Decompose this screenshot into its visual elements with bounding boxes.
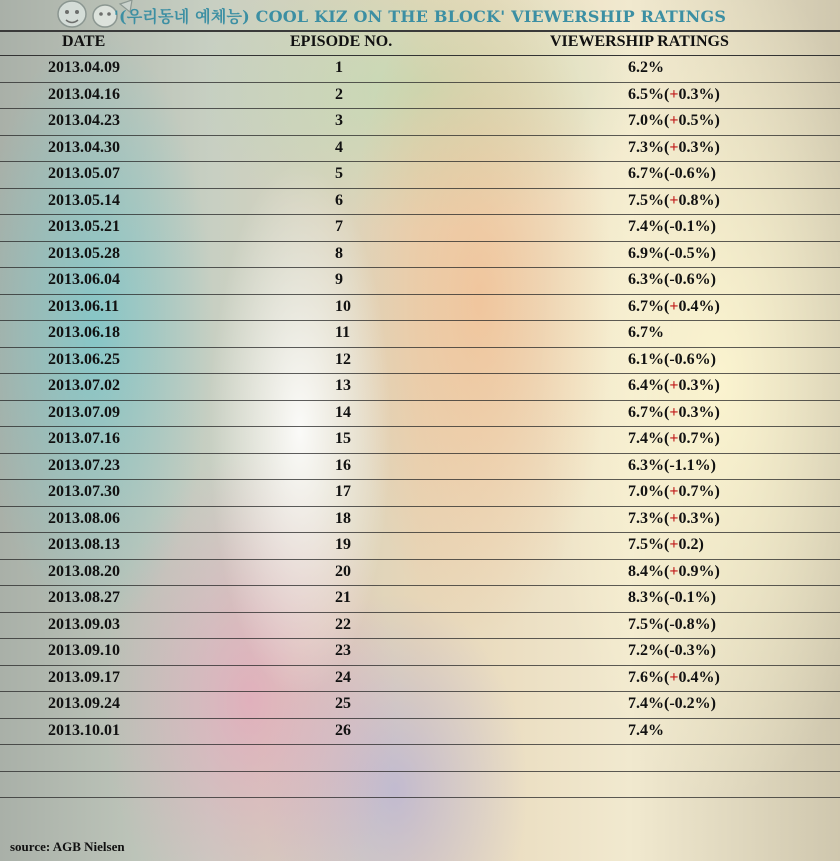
table-row [0, 718, 840, 746]
cell-rating: 6.3%(-0.6%) [628, 271, 716, 288]
table-row [0, 479, 840, 507]
table-row [0, 506, 840, 534]
cell-rating: 6.7%(+0.3%) [628, 403, 720, 421]
cell-date: 2013.08.13 [48, 536, 120, 553]
cell-date: 2013.09.17 [48, 668, 120, 686]
cell-episode: 17 [335, 483, 351, 500]
cell-rating: 7.3%(+0.3%) [628, 509, 720, 527]
cell-episode: 6 [335, 191, 343, 209]
cell-rating: 8.4%(+0.9%) [628, 562, 720, 580]
cell-episode: 19 [335, 536, 351, 553]
increase-sign: + [669, 112, 679, 129]
table-row [0, 585, 840, 613]
cell-date: 2013.04.23 [48, 112, 120, 129]
table-row [0, 638, 840, 666]
cell-date: 2013.07.02 [48, 377, 120, 394]
source-note: source: AGB Nielsen [10, 839, 125, 854]
cell-episode: 7 [335, 218, 343, 235]
table-row [0, 241, 840, 269]
cell-episode: 20 [335, 562, 351, 580]
table-header-row [0, 31, 840, 56]
cell-episode: 1 [335, 59, 343, 76]
empty-table-row [0, 744, 840, 772]
table-row [0, 267, 840, 295]
cell-rating: 6.7% [628, 324, 664, 341]
cell-rating: 7.2%(-0.3%) [628, 642, 716, 659]
cell-rating: 7.0%(+0.7%) [628, 483, 720, 500]
table-row [0, 188, 840, 216]
cell-date: 2013.10.01 [48, 721, 120, 739]
table-row [0, 320, 840, 348]
cell-rating: 7.5%(-0.8%) [628, 615, 716, 633]
cell-date: 2013.07.16 [48, 430, 120, 447]
chart-title: '(우리동네 예체능) COOL KIZ ON THE BLOCK' VIEWERSHIP RATINGS [113, 7, 727, 26]
cell-date: 2013.06.11 [48, 297, 120, 315]
table-row [0, 400, 840, 428]
cell-date: 2013.08.20 [48, 562, 120, 580]
cell-rating: 8.3%(-0.1%) [628, 589, 716, 606]
table-row [0, 612, 840, 640]
table-row [0, 55, 840, 83]
increase-sign: + [669, 430, 679, 447]
increase-sign: + [669, 138, 679, 156]
header-rating: VIEWERSHIP RATINGS [550, 33, 729, 50]
cell-date: 2013.06.18 [48, 324, 120, 341]
cell-episode: 14 [335, 403, 351, 421]
cell-episode: 23 [335, 642, 351, 659]
table-row [0, 373, 840, 401]
header-episode: EPISODE NO. [290, 33, 393, 50]
cell-episode: 9 [335, 271, 343, 288]
cell-episode: 21 [335, 589, 351, 606]
cell-date: 2013.06.25 [48, 350, 120, 368]
table-row [0, 453, 840, 481]
cell-episode: 22 [335, 615, 351, 633]
table-row [0, 559, 840, 587]
cell-date: 2013.07.23 [48, 456, 120, 474]
table-row [0, 426, 840, 454]
table-row [0, 691, 840, 719]
cell-episode: 18 [335, 509, 351, 527]
cell-episode: 15 [335, 430, 351, 447]
cell-episode: 11 [335, 324, 351, 341]
increase-sign: + [669, 483, 679, 500]
cell-rating: 6.2% [628, 59, 664, 76]
table-row [0, 108, 840, 136]
cell-date: 2013.08.06 [48, 509, 120, 527]
cell-date: 2013.09.10 [48, 642, 120, 659]
cell-date: 2013.04.09 [48, 59, 120, 76]
cell-date: 2013.07.09 [48, 403, 120, 421]
cell-date: 2013.04.16 [48, 85, 120, 103]
table-row [0, 294, 840, 322]
table-row [0, 347, 840, 375]
cell-episode: 8 [335, 244, 343, 262]
cell-episode: 16 [335, 456, 351, 474]
cell-date: 2013.05.14 [48, 191, 120, 209]
increase-sign: + [669, 297, 679, 315]
increase-sign: + [669, 191, 679, 209]
table-row [0, 161, 840, 189]
cell-date: 2013.05.07 [48, 165, 120, 182]
cell-episode: 4 [335, 138, 343, 156]
table-row [0, 135, 840, 163]
cell-rating: 7.4%(-0.2%) [628, 695, 716, 712]
cell-date: 2013.05.28 [48, 244, 120, 262]
cell-rating: 6.7%(+0.4%) [628, 297, 720, 315]
header-date: DATE [62, 33, 106, 50]
cell-date: 2013.09.24 [48, 695, 120, 712]
table-row [0, 214, 840, 242]
table-row [0, 532, 840, 560]
cell-rating: 7.4% [628, 721, 664, 739]
cell-date: 2013.07.30 [48, 483, 120, 500]
cell-episode: 5 [335, 165, 343, 182]
cell-episode: 26 [335, 721, 351, 739]
cell-episode: 10 [335, 297, 351, 315]
cell-rating: 7.5%(+0.8%) [628, 191, 720, 209]
cell-rating: 6.1%(-0.6%) [628, 350, 716, 368]
table-row [0, 665, 840, 693]
cell-rating: 7.4%(+0.7%) [628, 430, 720, 447]
cell-rating: 6.4%(+0.3%) [628, 377, 720, 394]
increase-sign: + [669, 562, 679, 580]
increase-sign: + [669, 377, 679, 394]
increase-sign: + [669, 509, 679, 527]
cell-episode: 3 [335, 112, 343, 129]
cell-rating: 7.5%(+0.2) [628, 536, 704, 553]
empty-table-row [0, 771, 840, 799]
cell-rating: 6.3%(-1.1%) [628, 456, 716, 474]
cell-date: 2013.06.04 [48, 271, 120, 288]
table-row [0, 82, 840, 110]
increase-sign: + [669, 403, 679, 421]
cell-rating: 6.5%(+0.3%) [628, 85, 720, 103]
cell-rating: 7.0%(+0.5%) [628, 112, 720, 129]
increase-sign: + [669, 536, 679, 553]
increase-sign: + [669, 85, 679, 103]
cell-episode: 12 [335, 350, 351, 368]
cell-rating: 7.6%(+0.4%) [628, 668, 720, 686]
cell-date: 2013.04.30 [48, 138, 120, 156]
increase-sign: + [669, 668, 679, 686]
cell-episode: 25 [335, 695, 351, 712]
cell-episode: 13 [335, 377, 351, 394]
cell-rating: 7.3%(+0.3%) [628, 138, 720, 156]
cell-rating: 7.4%(-0.1%) [628, 218, 716, 235]
cell-date: 2013.09.03 [48, 615, 120, 633]
cell-date: 2013.05.21 [48, 218, 120, 235]
cell-date: 2013.08.27 [48, 589, 120, 606]
cell-rating: 6.9%(-0.5%) [628, 244, 716, 262]
cell-rating: 6.7%(-0.6%) [628, 165, 716, 182]
cell-episode: 2 [335, 85, 343, 103]
cell-episode: 24 [335, 668, 351, 686]
